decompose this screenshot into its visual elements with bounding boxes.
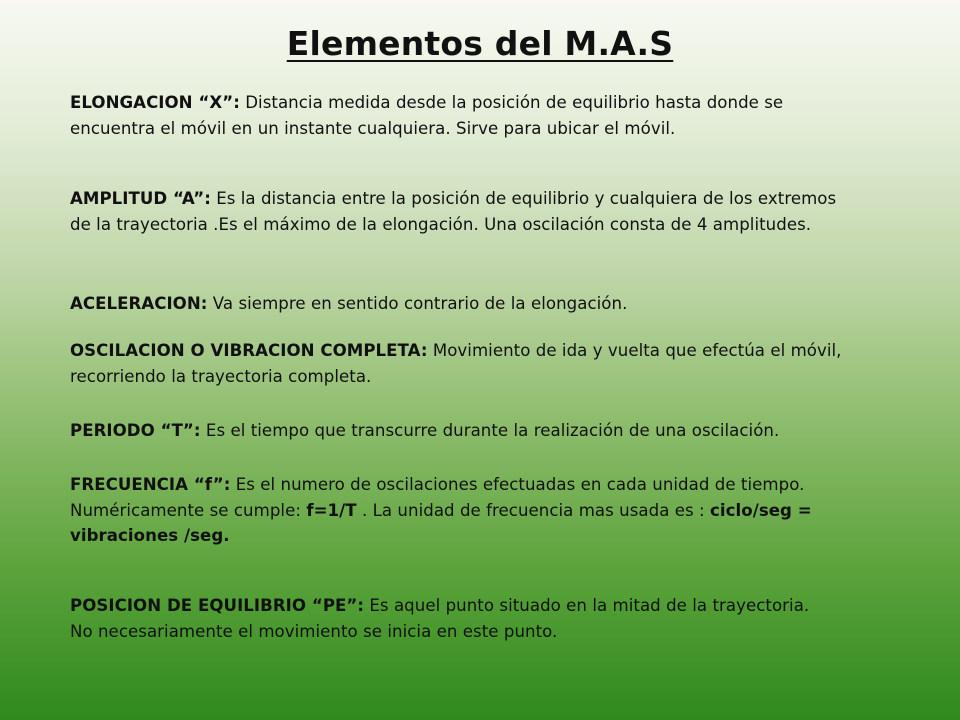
definition-frecuencia — [70, 472, 860, 549]
definition-amplitud — [70, 186, 850, 237]
definition-oscilacion — [70, 338, 890, 389]
term-frecuencia: FRECUENCIA “f”: — [70, 475, 231, 494]
definition-text-amplitud: Es la distancia entre la posición de equilibrio y cualquiera de los extremos de la trayectoria .Es el máximo de la elongación. Una oscilación consta de 4 amplitudes. — [70, 189, 837, 234]
definition-text-periodo: Es el tiempo que transcurre durante la realización de una oscilación. — [200, 421, 780, 440]
definition-aceleracion — [70, 291, 900, 317]
definition-text-frecuencia-a: Es el numero de oscilaciones efectuadas en cada unidad de tiempo. Numéricamente se cumple: — [70, 475, 805, 520]
term-aceleracion: ACELERACION: — [70, 294, 208, 313]
definition-elongacion — [70, 90, 850, 141]
definition-text-frecuencia-b: . La unidad de frecuencia mas usada es : — [356, 500, 711, 520]
unit-frecuencia: ciclo/seg = vibraciones /seg. — [70, 500, 812, 545]
definition-text-aceleracion: Va siempre en sentido contrario de la elongación. — [207, 294, 628, 313]
definition-text-oscilacion: Movimiento de ida y vuelta que efectúa el móvil, recorriendo la trayectoria completa. — [70, 341, 842, 386]
term-periodo: PERIODO “T”: — [70, 421, 201, 440]
definition-text-posicion-equilibrio: Es aquel punto situado en la mitad de la trayectoria. No necesariamente el movimiento se inicia en este punto. — [70, 596, 810, 641]
definition-posicion-equilibrio — [70, 593, 830, 644]
definition-periodo — [70, 418, 900, 444]
term-oscilacion: OSCILACION O VIBRACION COMPLETA: — [70, 341, 428, 360]
formula-frecuencia: f=1/T — [306, 500, 357, 520]
definition-text-elongacion: Distancia medida desde la posición de equilibrio hasta donde se encuentra el móvil en un instante cualquiera. Sirve para ubicar el móvil. — [70, 93, 784, 138]
term-posicion-equilibrio: POSICION DE EQUILIBRIO “PE”: — [70, 596, 365, 615]
term-elongacion: ELONGACION “X”: — [70, 93, 240, 112]
term-amplitud: AMPLITUD “A”: — [70, 189, 211, 208]
slide-title: Elementos del M.A.S — [286, 24, 674, 63]
